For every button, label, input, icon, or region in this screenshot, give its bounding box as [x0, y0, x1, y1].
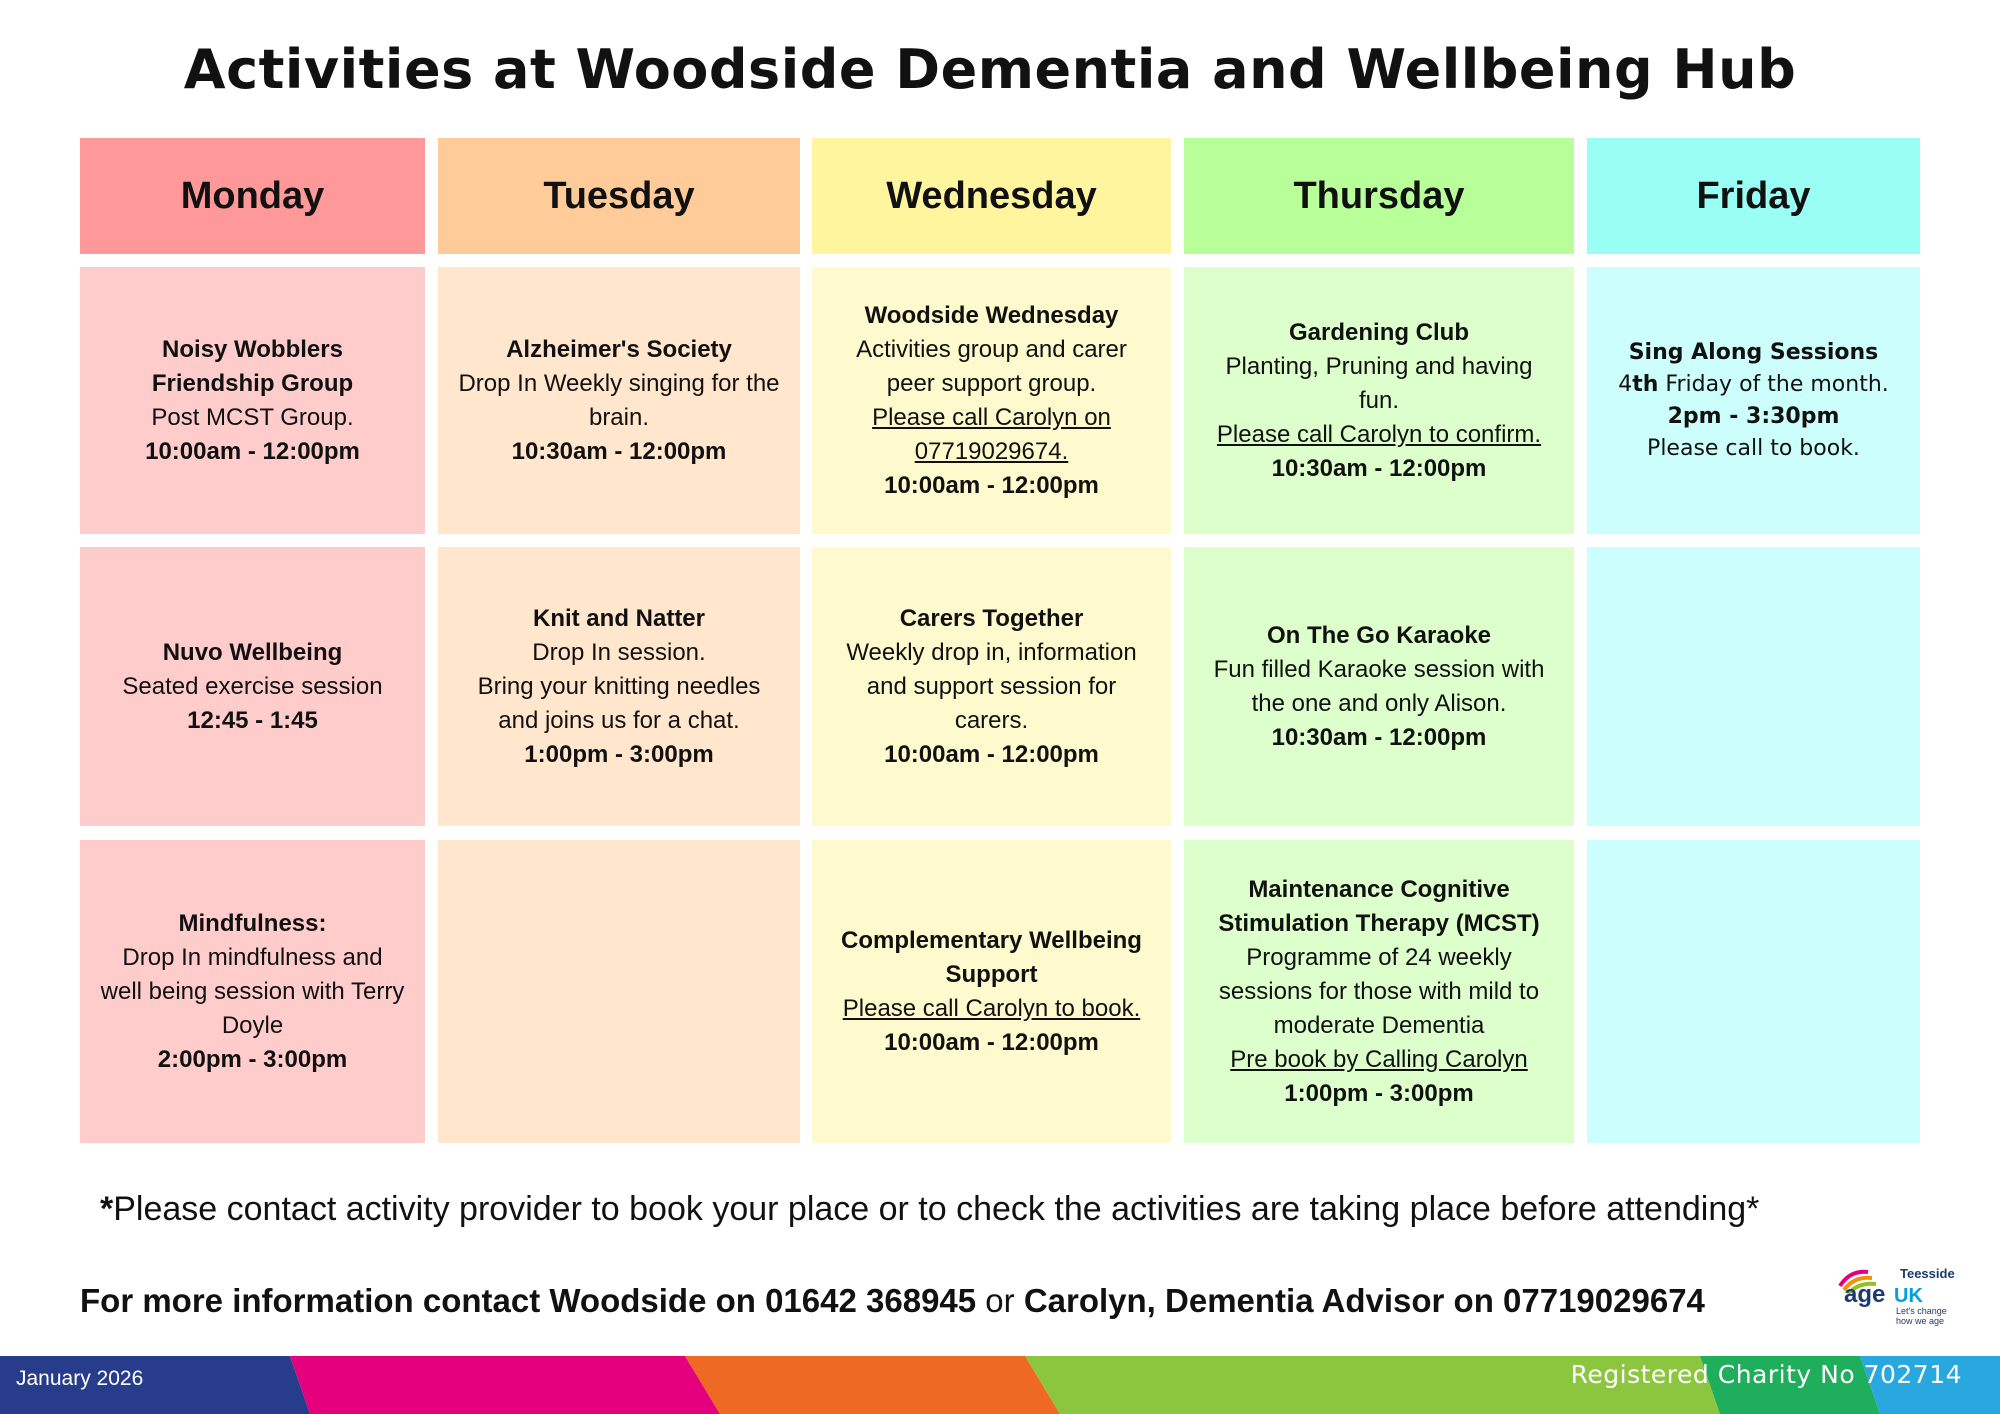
phone-link[interactable]: 07719029674. [914, 437, 1069, 465]
activity-time: 1:00pm - 3:00pm [524, 740, 714, 768]
activity-name: Carers Together [899, 604, 1084, 632]
activity-name: Knit and Natter [532, 604, 705, 632]
activity-description: fun. [1358, 386, 1400, 414]
monday-activity-1 [80, 267, 425, 534]
header-wednesday: Wednesday [812, 138, 1171, 254]
activity-description: Fun filled Karaoke session with [1213, 655, 1545, 683]
day-number: 4 [1618, 371, 1633, 397]
activity-description: Weekly drop in, information [846, 638, 1137, 666]
wednesday-activity-2 [812, 547, 1171, 826]
activity-name: Mindfulness: [178, 909, 327, 937]
activity-description: peer support group. [886, 369, 1097, 397]
page-title: Activities at Woodside Dementia and Wellbeing Hub [183, 38, 1797, 101]
thursday-activity-3 [1184, 840, 1574, 1143]
activity-description: Planting, Pruning and having [1225, 352, 1533, 380]
contact-info [80, 1282, 1705, 1320]
activity-time: 10:30am - 12:00pm [1271, 454, 1487, 482]
friday-activity-1 [1587, 267, 1920, 534]
logo-teesside: Teesside [1900, 1266, 1955, 1281]
activity-description: brain. [588, 403, 650, 431]
activity-name: Friendship Group [151, 369, 354, 397]
activity-description: the one and only Alison. [1251, 689, 1507, 717]
activity-name: On The Go Karaoke [1266, 621, 1492, 649]
activity-time: 12:45 - 1:45 [187, 706, 318, 734]
activity-name: Nuvo Wellbeing [162, 638, 343, 666]
activity-name: Noisy Wobblers [162, 335, 343, 363]
contact-woodside: For more information contact Woodside on 01642 368945 [80, 1282, 977, 1319]
activity-description: carers. [954, 706, 1029, 734]
activity-time: 10:00am - 12:00pm [884, 740, 1099, 768]
description-rest: Friday of the month. [1658, 371, 1889, 397]
friday-empty-cell [1587, 840, 1920, 1143]
activity-description: Bring your knitting needles [477, 672, 761, 700]
activity-description [1618, 369, 1889, 401]
logo-age: age [1844, 1281, 1886, 1308]
contact-or: or [976, 1282, 1024, 1319]
activity-time: 10:30am - 12:00pm [511, 437, 727, 465]
note-star: * [100, 1190, 114, 1228]
activity-description: and joins us for a chat. [498, 706, 740, 734]
wednesday-activity-1 [812, 267, 1171, 534]
activity-name: Alzheimer's Society [506, 335, 732, 363]
activity-description: Seated exercise session [122, 672, 383, 700]
activity-description: sessions for those with mild to [1218, 977, 1540, 1005]
header-tuesday: Tuesday [438, 138, 800, 254]
activity-time: 10:00am - 12:00pm [884, 1028, 1099, 1056]
monday-activity-3 [80, 840, 425, 1143]
activity-description: Doyle [221, 1011, 284, 1039]
booking-link[interactable]: Please call Carolyn to book. [842, 994, 1141, 1022]
activity-name: Maintenance Cognitive [1248, 875, 1510, 903]
logo-uk: UK [1894, 1285, 1923, 1307]
logo-tagline-1: Let's change [1896, 1306, 1947, 1316]
activity-name: Support [945, 960, 1038, 988]
booking-link[interactable]: Please call Carolyn to confirm. [1216, 420, 1542, 448]
activity-description: Drop In mindfulness and [122, 943, 383, 971]
activity-time: 10:00am - 12:00pm [884, 471, 1099, 499]
footer-date: January 2026 [16, 1367, 144, 1390]
tuesday-empty-cell [438, 840, 800, 1143]
thursday-activity-2 [1184, 547, 1574, 826]
activity-description: Programme of 24 weekly [1246, 943, 1512, 971]
activity-time: 2:00pm - 3:00pm [157, 1045, 348, 1073]
thursday-activity-1 [1184, 267, 1574, 534]
booking-link[interactable]: Pre book by Calling Carolyn [1230, 1045, 1528, 1073]
footer-charity-number: Registered Charity No 702714 [1570, 1360, 1962, 1389]
activity-time: 10:30am - 12:00pm [1271, 723, 1487, 751]
activity-description: and support session for [866, 672, 1117, 700]
tuesday-activity-2 [438, 547, 800, 826]
booking-note [100, 1190, 1759, 1229]
age-uk-logo [1836, 1258, 1960, 1328]
activity-description: Drop In session. [532, 638, 706, 666]
activity-time: 1:00pm - 3:00pm [1284, 1079, 1474, 1107]
contact-carolyn: Carolyn, Dementia Advisor on 07719029674 [1023, 1282, 1705, 1319]
monday-activity-2 [80, 547, 425, 826]
activity-description: Activities group and carer [856, 335, 1127, 363]
activity-name: Gardening Club [1289, 318, 1469, 346]
ordinal-suffix: th [1632, 371, 1659, 397]
activity-name: Stimulation Therapy (MCST) [1218, 909, 1540, 937]
activity-name: Woodside Wednesday [864, 301, 1119, 329]
activity-description: Drop In Weekly singing for the [458, 369, 780, 397]
activity-description: well being session with Terry [100, 977, 405, 1005]
booking-link[interactable]: Please call Carolyn on [872, 403, 1111, 431]
friday-empty-cell [1587, 547, 1920, 826]
header-friday: Friday [1587, 138, 1920, 254]
activity-name: Complementary Wellbeing [841, 926, 1142, 954]
logo-tagline-2: how we age [1896, 1316, 1945, 1326]
activity-time: 2pm - 3:30pm [1667, 403, 1840, 429]
header-monday: Monday [80, 138, 425, 254]
tuesday-activity-1 [438, 267, 800, 534]
activity-description: Post MCST Group. [151, 403, 354, 431]
activity-name: Sing Along Sessions [1628, 339, 1879, 365]
header-thursday: Thursday [1184, 138, 1574, 254]
activity-time: 10:00am - 12:00pm [145, 437, 360, 465]
activity-description: Please call to book. [1647, 435, 1860, 461]
note-text: Please contact activity provider to book your place or to check the activities are taking place before attending* [113, 1190, 1760, 1228]
activity-description: moderate Dementia [1273, 1011, 1485, 1039]
wednesday-activity-3 [812, 840, 1171, 1143]
